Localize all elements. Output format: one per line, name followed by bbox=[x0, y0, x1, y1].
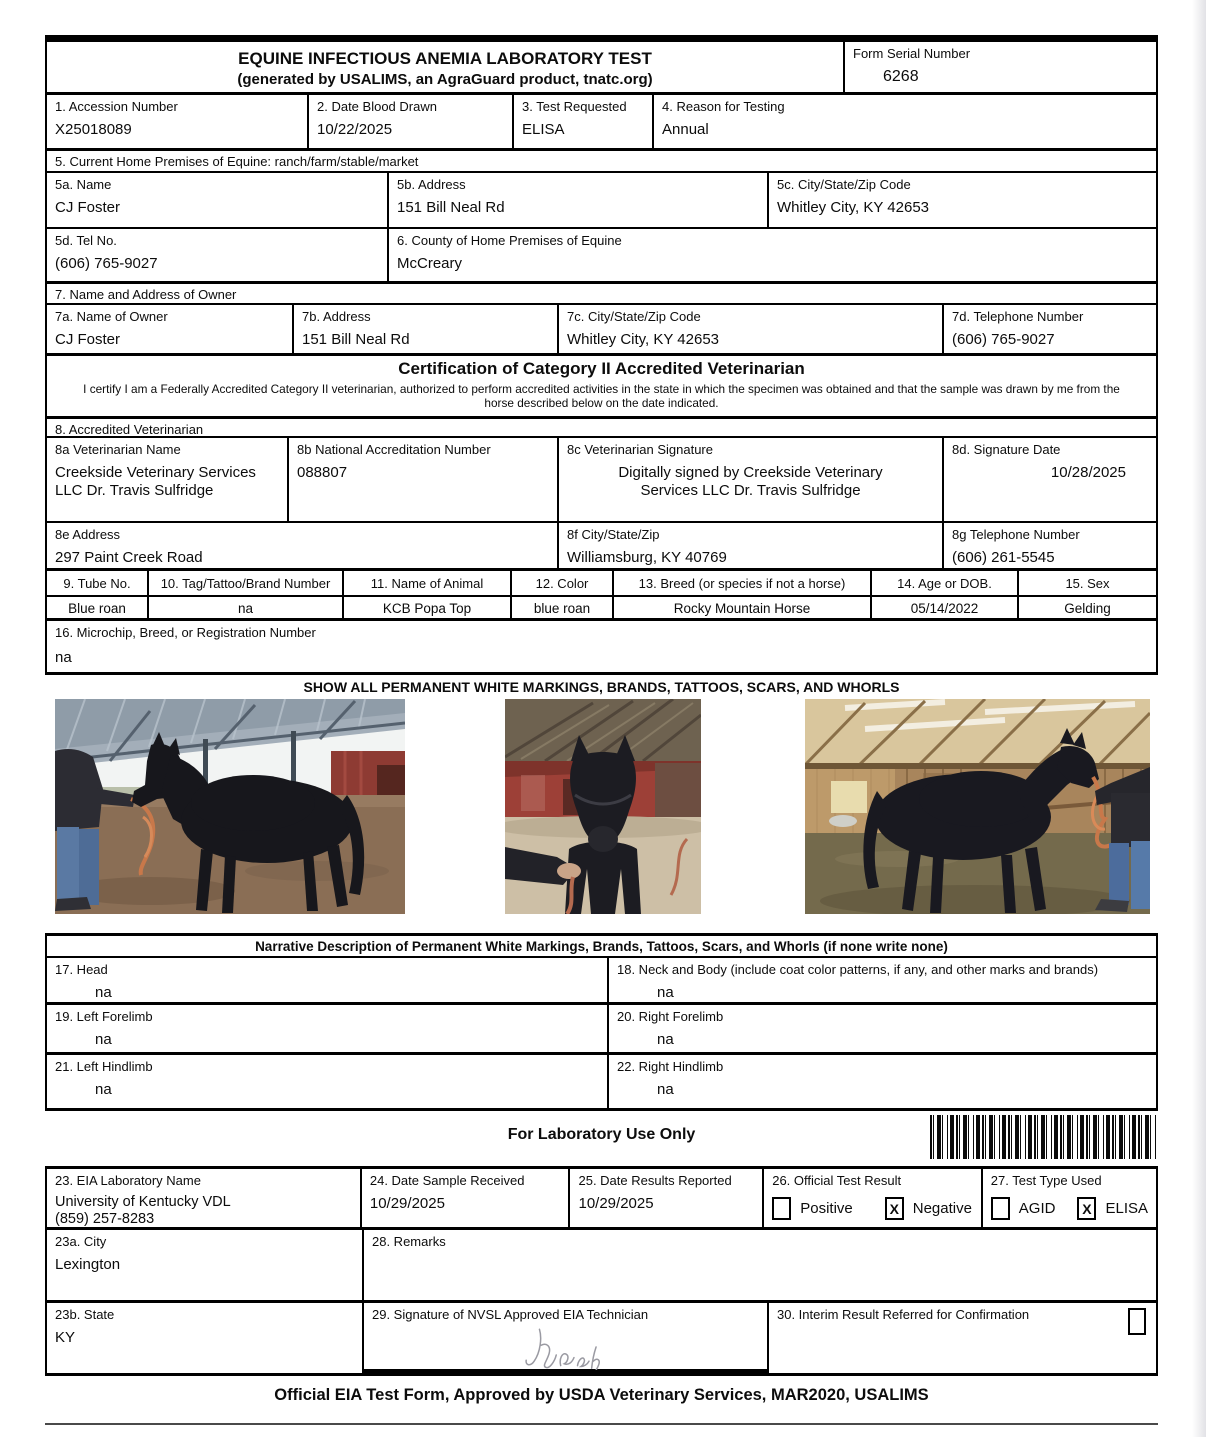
vet-signature-label: 8c Veterinarian Signature bbox=[567, 442, 713, 457]
microchip-field bbox=[45, 621, 1158, 675]
serial-number-cell bbox=[843, 42, 1156, 92]
reason-label: 4. Reason for Testing bbox=[662, 99, 785, 114]
interim-result-label: 30. Interim Result Referred for Confirmation bbox=[777, 1307, 1030, 1322]
row-vet-2 bbox=[45, 523, 1158, 571]
neck-body-label: 18. Neck and Body (include coat color patterns, if any, and other marks and brands) bbox=[617, 962, 1099, 977]
serial-number-label: Form Serial Number bbox=[853, 46, 971, 61]
bottom-divider-line bbox=[45, 1423, 1158, 1425]
form-footer: Official EIA Test Form, Approved by USDA Veterinary Services, MAR2020, USALIMS bbox=[274, 1386, 929, 1404]
vet-address-value: 297 Paint Creek Road bbox=[55, 549, 203, 566]
owner-address-label: 7b. Address bbox=[302, 309, 371, 324]
form-title: EQUINE INFECTIOUS ANEMIA LABORATORY TEST bbox=[238, 49, 652, 68]
left-hindlimb-value: na bbox=[95, 1081, 112, 1098]
vet-signature-date-value: 10/28/2025 bbox=[1050, 464, 1126, 481]
row-premises-2 bbox=[45, 229, 1158, 284]
test-requested-field bbox=[512, 95, 652, 148]
owner-city-value: Whitley City, KY 42653 bbox=[567, 331, 720, 348]
row-head-neck bbox=[45, 958, 1158, 1005]
blood-drawn-label: 2. Date Blood Drawn bbox=[317, 99, 437, 114]
owner-tel-field bbox=[942, 305, 1156, 353]
markings-photo-section bbox=[45, 675, 1158, 933]
elisa-checkbox: X bbox=[1077, 1197, 1096, 1220]
premises-address-field bbox=[387, 173, 767, 227]
remarks-label: 28. Remarks bbox=[372, 1234, 446, 1249]
vet-accreditation-label: 8b National Accreditation Number bbox=[297, 442, 491, 457]
vet-city-label: 8f City/State/Zip bbox=[567, 527, 660, 542]
vet-tel-field bbox=[942, 523, 1156, 568]
vet-accreditation-field bbox=[287, 438, 557, 521]
test-requested-label: 3. Test Requested bbox=[522, 99, 627, 114]
barcode bbox=[930, 1115, 1156, 1159]
premises-city-value: Whitley City, KY 42653 bbox=[777, 199, 930, 216]
technician-signature-label: 29. Signature of NVSL Approved EIA Technician bbox=[372, 1307, 649, 1322]
test-type-label: 27. Test Type Used bbox=[990, 1173, 1102, 1188]
negative-checkbox: X bbox=[885, 1197, 904, 1220]
premises-section-label: 5. Current Home Premises of Equine: ranch/farm/stable/market bbox=[45, 151, 1158, 173]
form-title-block bbox=[47, 42, 843, 92]
sample-received-field bbox=[360, 1169, 569, 1227]
left-forelimb-field bbox=[47, 1005, 607, 1052]
lab-state-value: KY bbox=[55, 1329, 76, 1346]
right-hindlimb-value: na bbox=[657, 1081, 674, 1098]
official-result-label: 26. Official Test Result bbox=[772, 1173, 902, 1188]
sex-header: 15. Sex bbox=[1017, 571, 1156, 595]
accession-field bbox=[47, 95, 307, 148]
official-result-field bbox=[762, 1169, 981, 1227]
sex-value: Gelding bbox=[1017, 597, 1156, 618]
premises-city-field bbox=[767, 173, 1156, 227]
row-owner bbox=[45, 305, 1158, 356]
lab-state-label: 23b. State bbox=[55, 1307, 115, 1322]
premises-name-label: 5a. Name bbox=[55, 177, 112, 192]
lab-state-field bbox=[47, 1303, 362, 1373]
results-reported-value: 10/29/2025 bbox=[578, 1195, 654, 1212]
row-vet-1 bbox=[45, 438, 1158, 523]
right-hindlimb-field bbox=[607, 1055, 1156, 1108]
owner-name-field bbox=[47, 305, 292, 353]
tube-no-value: Blue roan bbox=[68, 601, 126, 616]
horse-photo-front bbox=[505, 699, 701, 914]
premises-county-field bbox=[387, 229, 1156, 281]
elisa-checkbox-label: ELISA bbox=[1105, 1200, 1148, 1217]
reason-value: Annual bbox=[662, 121, 709, 138]
owner-name-value: CJ Foster bbox=[55, 331, 121, 348]
neck-body-value: na bbox=[657, 984, 674, 1001]
lab-city-label: 23a. City bbox=[55, 1234, 107, 1249]
owner-address-field bbox=[292, 305, 557, 353]
right-hindlimb-label: 22. Right Hindlimb bbox=[617, 1059, 724, 1074]
serial-number-value: 6268 bbox=[883, 68, 919, 85]
left-hindlimb-field bbox=[47, 1055, 607, 1108]
certification-block bbox=[45, 356, 1158, 419]
animal-name-value: KCB Popa Top bbox=[342, 597, 510, 618]
results-reported-label: 25. Date Results Reported bbox=[578, 1173, 732, 1188]
breed-header: 13. Breed (or species if not a horse) bbox=[612, 571, 870, 595]
left-forelimb-value: na bbox=[95, 1031, 112, 1048]
left-forelimb-label: 19. Left Forelimb bbox=[55, 1009, 153, 1024]
color-value: blue roan bbox=[510, 597, 612, 618]
lab-name-value: University of Kentucky VDL bbox=[55, 1194, 231, 1210]
page-edge-shadow bbox=[1192, 0, 1206, 1437]
premises-tel-value: (606) 765-9027 bbox=[55, 255, 158, 272]
microchip-value: na bbox=[55, 649, 72, 666]
narrative-heading: Narrative Description of Permanent White Markings, Brands, Tattoos, Scars, and Whorls (if none write none) bbox=[45, 933, 1158, 958]
owner-tel-label: 7d. Telephone Number bbox=[952, 309, 1084, 324]
premises-county-value: McCreary bbox=[397, 255, 463, 272]
premises-tel-label: 5d. Tel No. bbox=[55, 233, 117, 248]
row-hindlimbs bbox=[45, 1055, 1158, 1111]
vet-city-value: Williamsburg, KY 40769 bbox=[567, 549, 727, 566]
certification-body: I certify I am a Federally Accredited Category II veterinarian, authorized to perform accredited activities in the state in which the specimen was obtained and that the sample was drawn by me from the horse described below on the date indicated. bbox=[83, 382, 1120, 410]
vet-signature-date-label: 8d. Signature Date bbox=[952, 442, 1061, 457]
vet-section-label: 8. Accredited Veterinarian bbox=[45, 419, 1158, 438]
lab-city-value: Lexington bbox=[55, 1256, 121, 1273]
lab-name-label: 23. EIA Laboratory Name bbox=[55, 1173, 201, 1188]
accession-label: 1. Accession Number bbox=[55, 99, 178, 114]
premises-address-value: 151 Bill Neal Rd bbox=[397, 199, 505, 216]
animal-table-values bbox=[45, 597, 1158, 621]
blood-drawn-field bbox=[307, 95, 512, 148]
eia-form bbox=[45, 35, 1158, 1425]
lab-use-only-band bbox=[45, 1111, 1158, 1166]
row-lab-state-signature bbox=[45, 1303, 1158, 1376]
results-reported-field bbox=[568, 1169, 762, 1227]
vet-name-value: Creekside Veterinary Services LLC Dr. Travis Sulfridge bbox=[55, 464, 256, 499]
technician-signature bbox=[506, 1324, 626, 1370]
vet-city-field bbox=[557, 523, 942, 568]
tube-no-header: 9. Tube No. bbox=[63, 576, 131, 591]
reason-field bbox=[652, 95, 1156, 148]
negative-checkbox-label: Negative bbox=[912, 1200, 972, 1217]
animal-name-header: 11. Name of Animal bbox=[342, 571, 510, 595]
age-value: 05/14/2022 bbox=[870, 597, 1017, 618]
certification-heading: Certification of Category II Accredited Veterinarian bbox=[398, 359, 805, 378]
vet-address-label: 8e Address bbox=[55, 527, 121, 542]
positive-checkbox-label: Positive bbox=[800, 1200, 853, 1217]
premises-name-value: CJ Foster bbox=[55, 199, 121, 216]
head-label: 17. Head bbox=[55, 962, 108, 977]
vet-signature-date-field bbox=[942, 438, 1156, 521]
color-header: 12. Color bbox=[510, 571, 612, 595]
lab-city-field bbox=[47, 1230, 362, 1300]
vet-signature-value: Digitally signed by Creekside Veterinary Services LLC Dr. Travis Sulfridge bbox=[618, 464, 883, 499]
vet-name-label: 8a Veterinarian Name bbox=[55, 442, 181, 457]
row-forelimbs bbox=[45, 1005, 1158, 1055]
owner-address-value: 151 Bill Neal Rd bbox=[302, 331, 410, 348]
row-premises-1 bbox=[45, 173, 1158, 229]
left-hindlimb-label: 21. Left Hindlimb bbox=[55, 1059, 153, 1074]
agid-checkbox-label: AGID bbox=[1018, 1200, 1056, 1217]
premises-city-label: 5c. City/State/Zip Code bbox=[777, 177, 911, 192]
vet-name-field bbox=[47, 438, 287, 521]
owner-tel-value: (606) 765-9027 bbox=[952, 331, 1055, 348]
premises-name-field bbox=[47, 173, 387, 227]
top-black-bar bbox=[45, 35, 1158, 42]
owner-name-label: 7a. Name of Owner bbox=[55, 309, 168, 324]
horse-photo-left-side bbox=[55, 699, 405, 914]
premises-tel-field bbox=[47, 229, 387, 281]
form-header bbox=[45, 42, 1158, 95]
sample-received-value: 10/29/2025 bbox=[369, 1195, 445, 1212]
owner-city-field bbox=[557, 305, 942, 353]
sample-received-label: 24. Date Sample Received bbox=[369, 1173, 525, 1188]
microchip-label: 16. Microchip, Breed, or Registration Number bbox=[55, 625, 316, 640]
right-forelimb-field bbox=[607, 1005, 1156, 1052]
vet-address-field bbox=[47, 523, 557, 568]
owner-city-label: 7c. City/State/Zip Code bbox=[567, 309, 701, 324]
agid-checkbox bbox=[991, 1197, 1010, 1220]
tag-value: na bbox=[147, 597, 342, 618]
photos-heading: SHOW ALL PERMANENT WHITE MARKINGS, BRANDS, TATTOOS, SCARS, AND WHORLS bbox=[303, 679, 900, 695]
remarks-field bbox=[362, 1230, 1156, 1300]
test-type-field bbox=[981, 1169, 1156, 1227]
vet-tel-label: 8g Telephone Number bbox=[952, 527, 1080, 542]
premises-county-label: 6. County of Home Premises of Equine bbox=[397, 233, 622, 248]
lab-phone-value: (859) 257-8283 bbox=[55, 1211, 155, 1227]
row-lab-results bbox=[45, 1166, 1158, 1230]
blood-drawn-value: 10/22/2025 bbox=[317, 121, 393, 138]
age-header: 14. Age or DOB. bbox=[870, 571, 1017, 595]
interim-result-field bbox=[767, 1303, 1156, 1373]
vet-signature-field bbox=[557, 438, 942, 521]
animal-table-header bbox=[45, 571, 1158, 597]
test-requested-value: ELISA bbox=[522, 121, 565, 138]
right-forelimb-label: 20. Right Forelimb bbox=[617, 1009, 724, 1024]
premises-address-label: 5b. Address bbox=[397, 177, 466, 192]
neck-body-field bbox=[607, 958, 1156, 1002]
positive-checkbox bbox=[772, 1197, 791, 1220]
lab-name-field bbox=[47, 1169, 360, 1227]
row-lab-city-remarks bbox=[45, 1230, 1158, 1303]
horse-photo-right-side bbox=[805, 699, 1150, 914]
breed-value: Rocky Mountain Horse bbox=[612, 597, 870, 618]
form-subtitle: (generated by USALIMS, an AgraGuard product, tnatc.org) bbox=[237, 71, 653, 88]
owner-section-label: 7. Name and Address of Owner bbox=[45, 284, 1158, 305]
interim-result-checkbox bbox=[1128, 1308, 1146, 1335]
vet-tel-value: (606) 261-5545 bbox=[952, 549, 1055, 566]
head-field bbox=[47, 958, 607, 1002]
technician-signature-field bbox=[362, 1303, 767, 1373]
right-forelimb-value: na bbox=[657, 1031, 674, 1048]
head-value: na bbox=[95, 984, 112, 1001]
row-accession bbox=[45, 95, 1158, 151]
accession-value: X25018089 bbox=[55, 121, 132, 138]
tag-header: 10. Tag/Tattoo/Brand Number bbox=[147, 571, 342, 595]
lab-use-only-title: For Laboratory Use Only bbox=[507, 1126, 696, 1143]
vet-accreditation-value: 088807 bbox=[297, 464, 348, 481]
